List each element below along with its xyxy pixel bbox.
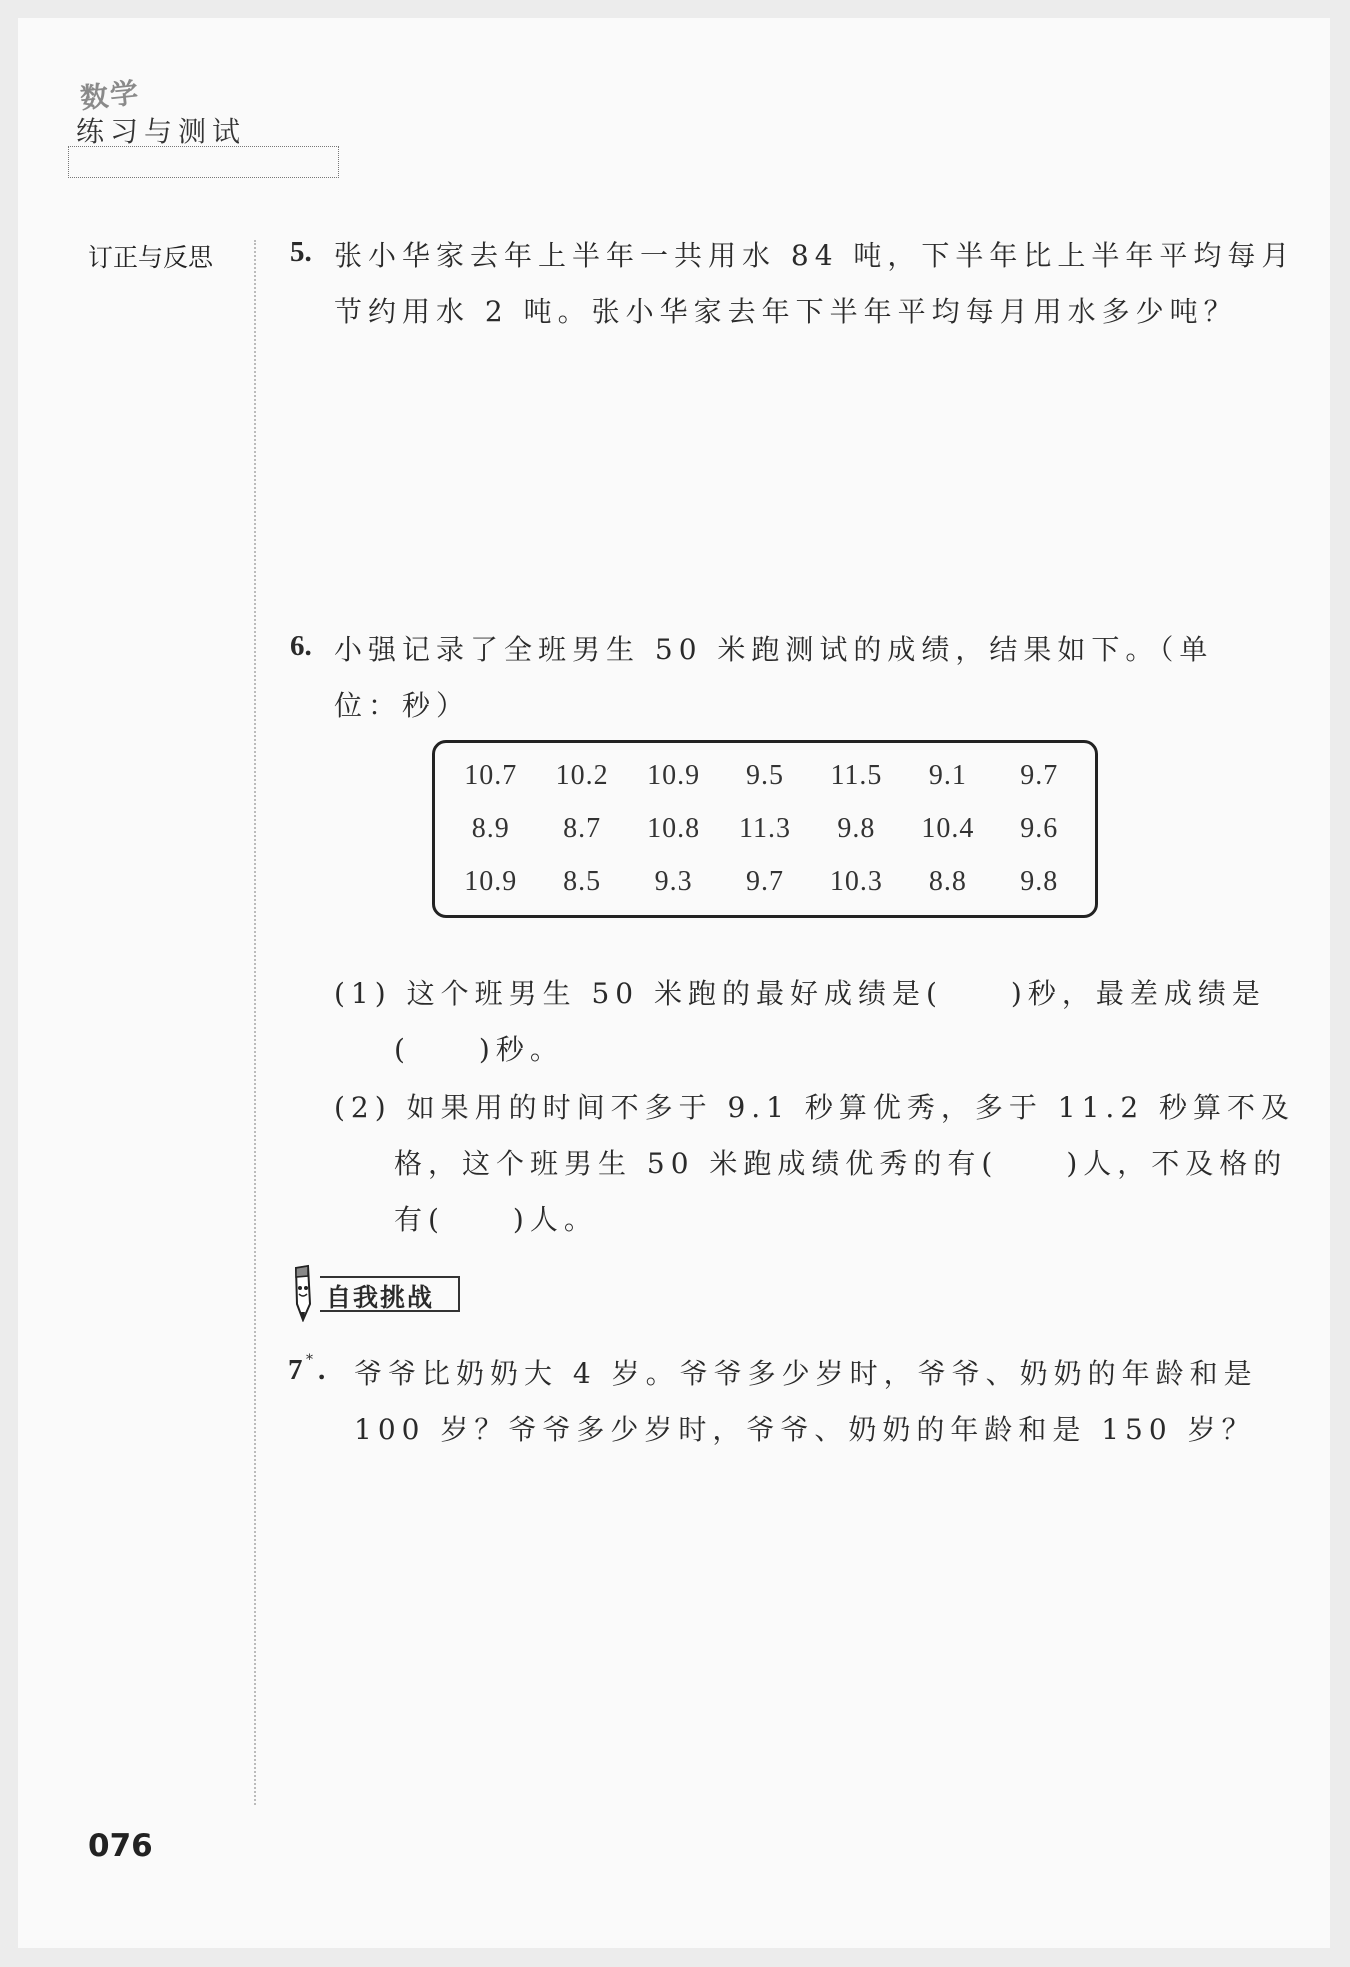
question-7-dot: . bbox=[318, 1354, 326, 1386]
table-cell: 9.5 bbox=[745, 759, 784, 791]
challenge-label: 自我挑战 bbox=[326, 1283, 435, 1312]
question-6-part-2-line-2: 格，这个班男生 50 米跑成绩优秀的有( )人，不及格的 bbox=[394, 1147, 1288, 1180]
table-cell: 8.8 bbox=[928, 866, 967, 898]
table-cell: 9.6 bbox=[1020, 812, 1059, 844]
question-6-part-2-line-1: (2) 如果用的时间不多于 9.1 秒算优秀，多于 11.2 秒算不及 bbox=[334, 1091, 1296, 1124]
margin-divider bbox=[254, 240, 256, 1805]
table-cell: 9.7 bbox=[1020, 759, 1059, 791]
question-6-line-2: 位：秒） bbox=[334, 689, 471, 722]
times-table bbox=[432, 740, 1098, 918]
question-7-star: * bbox=[306, 1352, 313, 1368]
table-cell: 10.3 bbox=[829, 866, 883, 898]
table-cell: 10.8 bbox=[647, 812, 701, 844]
question-7-line-1: 爷爷比奶奶大 4 岁。爷爷多少岁时，爷爷、奶奶的年龄和是 bbox=[354, 1357, 1258, 1390]
table-cell: 9.1 bbox=[928, 759, 967, 791]
book-subject: 数学 bbox=[78, 75, 142, 116]
pencil-icon bbox=[286, 1264, 320, 1322]
table-cell: 9.8 bbox=[1020, 866, 1059, 898]
title-underline bbox=[68, 146, 339, 178]
question-7-line-2: 100 岁？爷爷多少岁时，爷爷、奶奶的年龄和是 150 岁？ bbox=[354, 1413, 1256, 1446]
question-6-number: 6. bbox=[290, 630, 312, 662]
question-6-line-1: 小强记录了全班男生 50 米跑测试的成绩，结果如下。（单 bbox=[334, 633, 1214, 666]
table-cell: 8.9 bbox=[471, 812, 510, 844]
table-cell: 11.3 bbox=[739, 812, 791, 844]
question-6-part-1-line-1: (1) 这个班男生 50 米跑的最好成绩是( )秒，最差成绩是 bbox=[334, 977, 1266, 1010]
table-cell: 9.3 bbox=[654, 866, 693, 898]
question-5-line-1: 张小华家去年上半年一共用水 84 吨，下半年比上半年平均每月 bbox=[334, 239, 1296, 272]
table-cell: 10.4 bbox=[921, 812, 975, 844]
table-cell: 10.9 bbox=[647, 759, 701, 791]
table-cell: 10.2 bbox=[555, 759, 609, 791]
table-cell: 10.9 bbox=[464, 866, 518, 898]
page-number: 076 bbox=[88, 1828, 153, 1864]
book-title: 练习与测试 bbox=[76, 115, 247, 148]
table-cell: 8.7 bbox=[563, 812, 602, 844]
table-cell: 9.7 bbox=[745, 866, 784, 898]
title-underline-left bbox=[68, 146, 70, 176]
margin-label: 订正与反思 bbox=[88, 243, 214, 272]
challenge-tag bbox=[286, 1270, 466, 1316]
question-7-number: 7 bbox=[288, 1354, 303, 1386]
question-6-part-2-line-3: 有( )人。 bbox=[394, 1203, 598, 1236]
table-cell: 9.8 bbox=[837, 812, 876, 844]
table-cell: 10.7 bbox=[464, 759, 518, 791]
table-cell: 11.5 bbox=[830, 759, 883, 791]
question-6-part-1-line-2: ( )秒。 bbox=[394, 1033, 564, 1066]
table-cell: 8.5 bbox=[563, 866, 602, 898]
question-5-line-2: 节约用水 2 吨。张小华家去年下半年平均每月用水多少吨？ bbox=[334, 295, 1238, 328]
question-5-number: 5. bbox=[290, 236, 312, 268]
page bbox=[18, 18, 1330, 1948]
